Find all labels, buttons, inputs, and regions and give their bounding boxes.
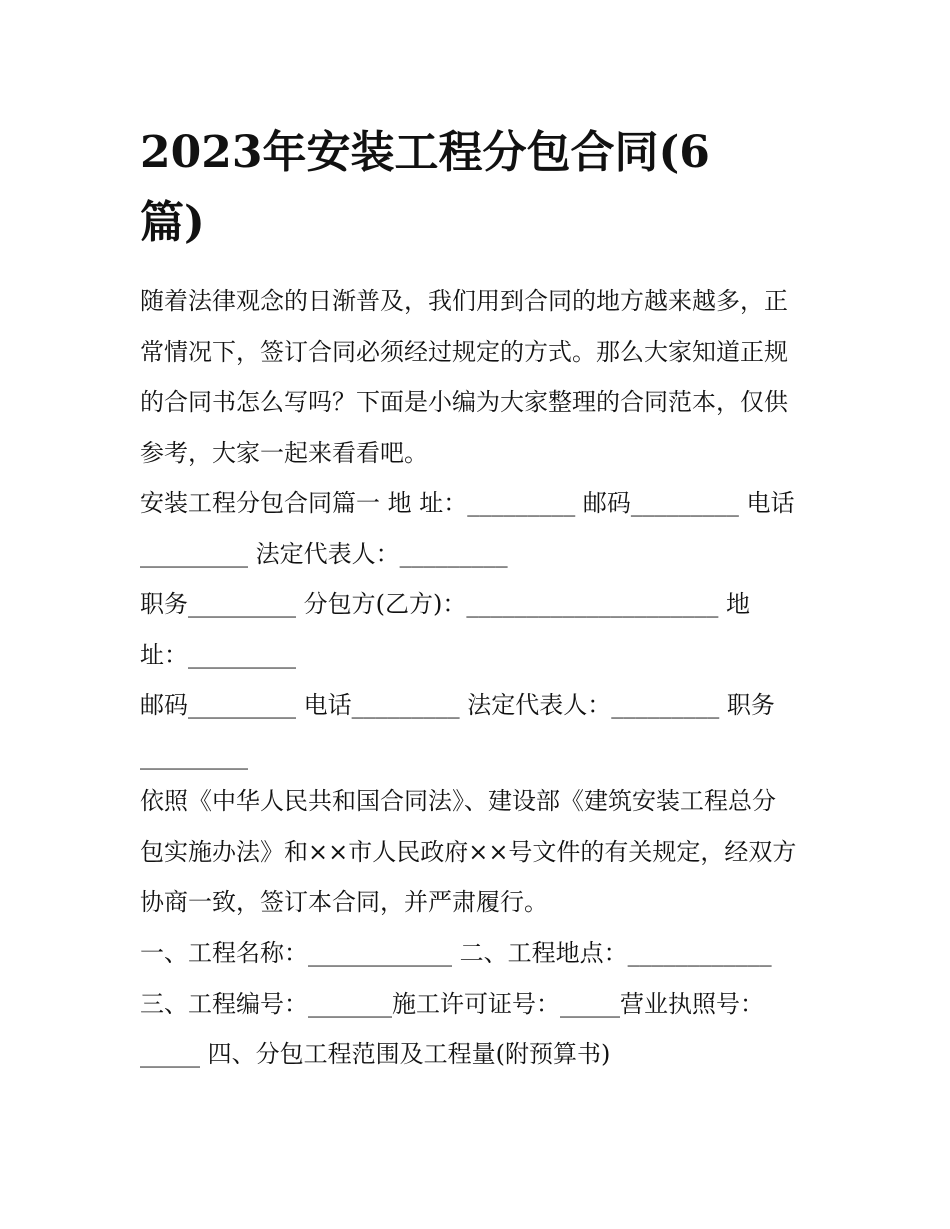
paragraph-line: 安装工程分包合同篇一 地 址：_________ 邮码_________ 电话 [140,489,795,517]
paragraph-line: 依照《中华人民共和国合同法》、建设部《建筑安装工程总分 [140,787,776,815]
paragraph-line: 一、工程名称：____________ 二、工程地点：____________ [140,939,772,967]
paragraph-line: _____ 四、分包工程范围及工程量(附预算书) [140,1040,611,1068]
title-line: 2023年安装工程分包合同(6 [140,127,710,178]
party-info-paragraph [140,478,820,781]
clauses-paragraph [140,928,820,1080]
paragraph-line: 包实施办法》和××市人民政府××号文件的有关规定，经双方 [140,837,797,866]
legal-basis-paragraph [140,776,820,928]
paragraph-line: 协商一致，签订本合同，并严肃履行。 [140,888,548,916]
intro-paragraph [140,276,820,478]
paragraph-line: 常情况下，签订合同必须经过规定的方式。那么大家知道正规 [140,337,788,366]
paragraph-line: 址：_________ [140,640,296,669]
document-title [140,118,800,258]
paragraph-line: 三、工程编号：_______施工许可证号：_____营业执照号： [140,989,764,1018]
paragraph-line: 职务_________ 分包方(乙方)：_____________________ 地 [140,590,750,618]
paragraph-line: 随着法律观念的日渐普及，我们用到合同的地方越来越多，正 [140,287,788,315]
title-line: 篇) [140,197,205,248]
paragraph-line: 参考，大家一起来看看吧。 [140,438,428,467]
paragraph-line: _________ 法定代表人：_________ [140,539,508,568]
paragraph-line: 的合同书怎么写吗？下面是小编为大家整理的合同范本，仅供 [140,388,788,416]
paragraph-line: _________ [140,741,248,770]
paragraph-line: 邮码_________ 电话_________ 法定代表人：_________ 职务 [140,691,775,719]
